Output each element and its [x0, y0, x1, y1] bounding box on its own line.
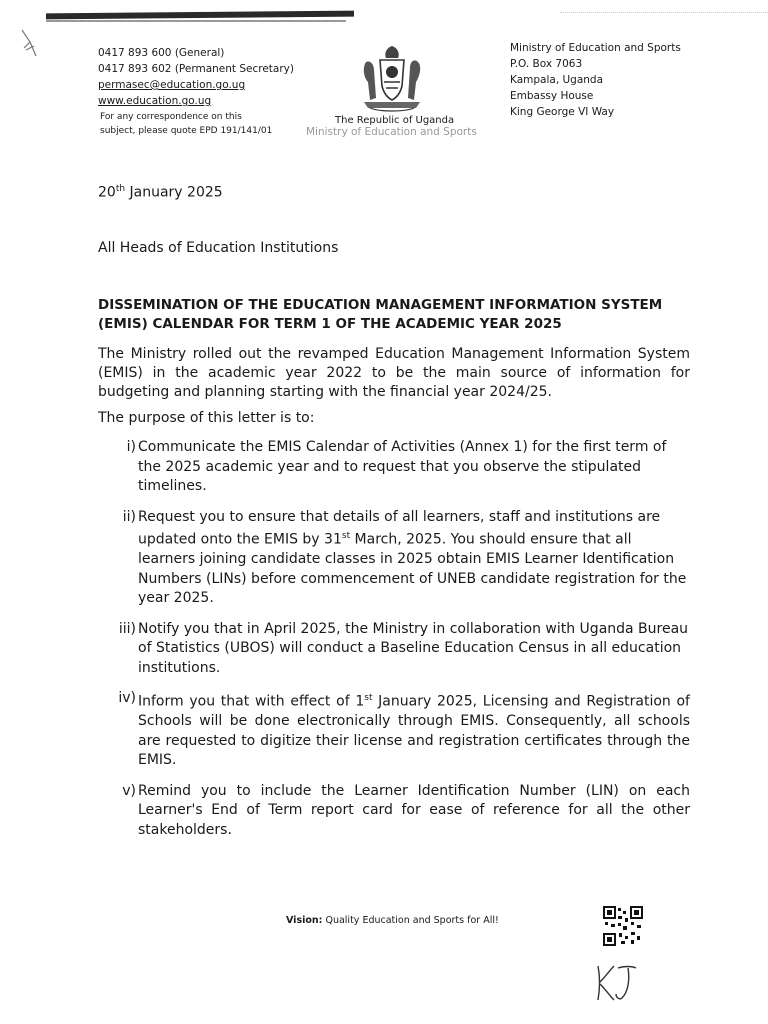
scan-edge-bar	[46, 11, 354, 20]
list-item-text: Request you to ensure that details of all learners, staff and institutions are updated onto the EMIS by 31	[138, 508, 661, 548]
intro-paragraph: The Ministry rolled out the revamped Education Management Information System (EMIS) in the academic year 2022 to be the main source of information for budgeting and planning starting with the financial year 2024/25.	[98, 346, 690, 400]
scan-edge-line	[46, 20, 346, 22]
list-item	[98, 438, 690, 497]
initials-signature-icon	[592, 960, 640, 1004]
list-item-text-cont: March, 2025. You should ensure that all learners joining candidate classes in 2025 obtain EMIS Learner Identification Numbers (LINs) before commencement of UNEB candidate registration for the year 2025.	[138, 531, 687, 607]
list-item	[98, 782, 690, 841]
list-item-number: iii)	[118, 620, 136, 637]
date-rest: January 2025	[125, 184, 223, 201]
list-item-number: i)	[126, 439, 136, 455]
correspondence-reference	[100, 110, 310, 138]
list-item-number: v)	[122, 782, 136, 799]
correspondence-line-2: subject, please quote EPD 191/141/01	[100, 126, 273, 136]
date-day: 20	[98, 184, 116, 201]
list-item-text: Remind you to include the Learner Identification Number (LIN) on each Learner's End of Term report card for ease of reference for all the other stakeholders.	[138, 782, 690, 838]
list-item-number: ii)	[122, 508, 136, 525]
list-item-text: Inform you that with effect of 1	[138, 693, 365, 710]
subject-heading	[98, 296, 690, 334]
list-item	[98, 508, 690, 609]
email-link[interactable]: permasec@education.go.ug	[98, 79, 246, 91]
republic-label: The Republic of Uganda	[335, 115, 455, 126]
list-item-text: Notify you that in April 2025, the Ministry in collaboration with Uganda Bureau of Statistics (UBOS) will conduct a Baseline Education Census in all education institutions.	[138, 620, 689, 676]
purpose-line: The purpose of this letter is to:	[98, 410, 315, 426]
subject-line-2: (EMIS) CALENDAR FOR TERM 1 OF THE ACADEMIC YEAR 2025	[98, 316, 562, 332]
list-item-sup: st	[341, 531, 351, 541]
qr-code-icon[interactable]	[603, 906, 643, 946]
letter-date	[98, 184, 223, 201]
address-org: Ministry of Education and Sports	[510, 42, 681, 54]
address-pobox: P.O. Box 7063	[510, 58, 583, 70]
ministry-stamp-text: Ministry of Education and Sports	[306, 126, 477, 138]
contact-info	[98, 45, 294, 109]
list-item-sup: st	[364, 693, 373, 704]
phone-general: 0417 893 600 (General)	[98, 47, 225, 59]
vision-footer	[286, 915, 499, 926]
vision-text: Quality Education and Sports for All!	[322, 915, 499, 926]
ministry-address	[510, 40, 681, 120]
address-street: King George VI Way	[510, 106, 615, 118]
subject-line-1: DISSEMINATION OF THE EDUCATION MANAGEMENT INFORMATION SYSTEM	[98, 297, 663, 313]
recipient: All Heads of Education Institutions	[98, 240, 339, 256]
purpose-list	[98, 438, 690, 851]
address-building: Embassy House	[510, 90, 594, 102]
list-item	[98, 620, 690, 679]
date-suffix: th	[115, 184, 126, 194]
list-item	[98, 689, 690, 771]
website-link[interactable]: www.education.go.ug	[98, 95, 212, 107]
address-city: Kampala, Uganda	[510, 74, 604, 86]
list-item-text-cont: January 2025, Licensing and Registration of Schools will be done electronically through EMIS. Consequently, all schools are requested to digitize their license and registration certificates through the EMIS.	[138, 693, 690, 769]
vision-label: Vision:	[286, 915, 323, 926]
scan-dotted-edge	[560, 12, 768, 15]
phone-permanent-secretary: 0417 893 602 (Permanent Secretary)	[98, 63, 294, 75]
list-item-text: Communicate the EMIS Calendar of Activities (Annex 1) for the first term of the 2025 academic year and to request that you observe the stipulated timelines.	[138, 439, 667, 494]
correspondence-line-1: For any correspondence on this	[100, 112, 242, 122]
coat-of-arms-icon	[356, 42, 428, 114]
list-item-number: iv)	[118, 690, 136, 707]
margin-scribble-icon	[16, 26, 42, 62]
